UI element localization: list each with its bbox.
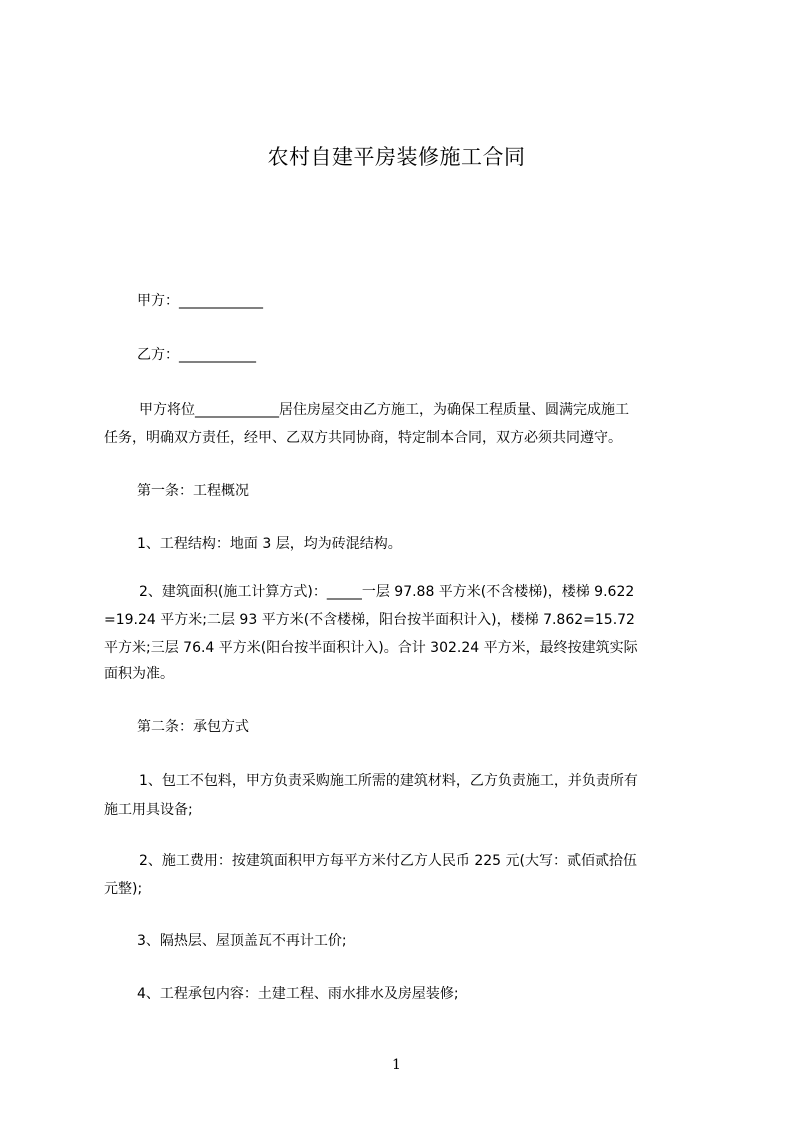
- article-1-item-2-line-4: 面积为准。: [104, 666, 174, 682]
- article-1-heading: 第一条：工程概况: [137, 483, 249, 499]
- page-number: 1: [392, 1057, 401, 1073]
- document-title: 农村自建平房装修施工合同: [267, 145, 526, 169]
- intro-line-2: 任务，明确双方责任，经甲、乙双方共同协商，特定制本合同，双方必须共同遵守。: [104, 430, 622, 446]
- article-2-heading: 第二条：承包方式: [137, 719, 249, 735]
- intro-line-1: 甲方将位____________居住房屋交由乙方施工，为确保工程质量、圆满完成施工: [139, 402, 629, 418]
- article-2-item-1-line-2: 施工用具设备;: [104, 802, 193, 818]
- article-2-item-2-line-2: 元整);: [104, 881, 143, 897]
- article-1-item-2-line-1: 2、建筑面积(施工计算方式)：_____一层 97.88 平方米(不含楼梯)，楼梯 9.622: [139, 584, 635, 600]
- article-1-item-1: 1、工程结构：地面 3 层，均为砖混结构。: [137, 536, 402, 552]
- party-a-line: 甲方：____________: [137, 293, 263, 309]
- article-1-item-2-line-2: =19.24 平方米;二层 93 平方米(不含楼梯，阳台按半面积计入)，楼梯 7.862=15.72: [104, 612, 635, 628]
- article-2-item-2-line-1: 2、施工费用：按建筑面积甲方每平方米付乙方人民币 225 元(大写：贰佰贰拾伍: [139, 853, 637, 869]
- party-b-line: 乙方：___________: [137, 347, 256, 363]
- article-1-item-2-line-3: 平方米;三层 76.4 平方米(阳台按半面积计入)。合计 302.24 平方米，最终按建筑实际: [104, 640, 638, 656]
- article-2-item-4: 4、工程承包内容：土建工程、雨水排水及房屋装修;: [137, 986, 459, 1002]
- article-2-item-3: 3、隔热层、屋顶盖瓦不再计工价;: [137, 933, 347, 949]
- article-2-item-1-line-1: 1、包工不包料，甲方负责采购施工所需的建筑材料，乙方负责施工，并负责所有: [139, 773, 638, 789]
